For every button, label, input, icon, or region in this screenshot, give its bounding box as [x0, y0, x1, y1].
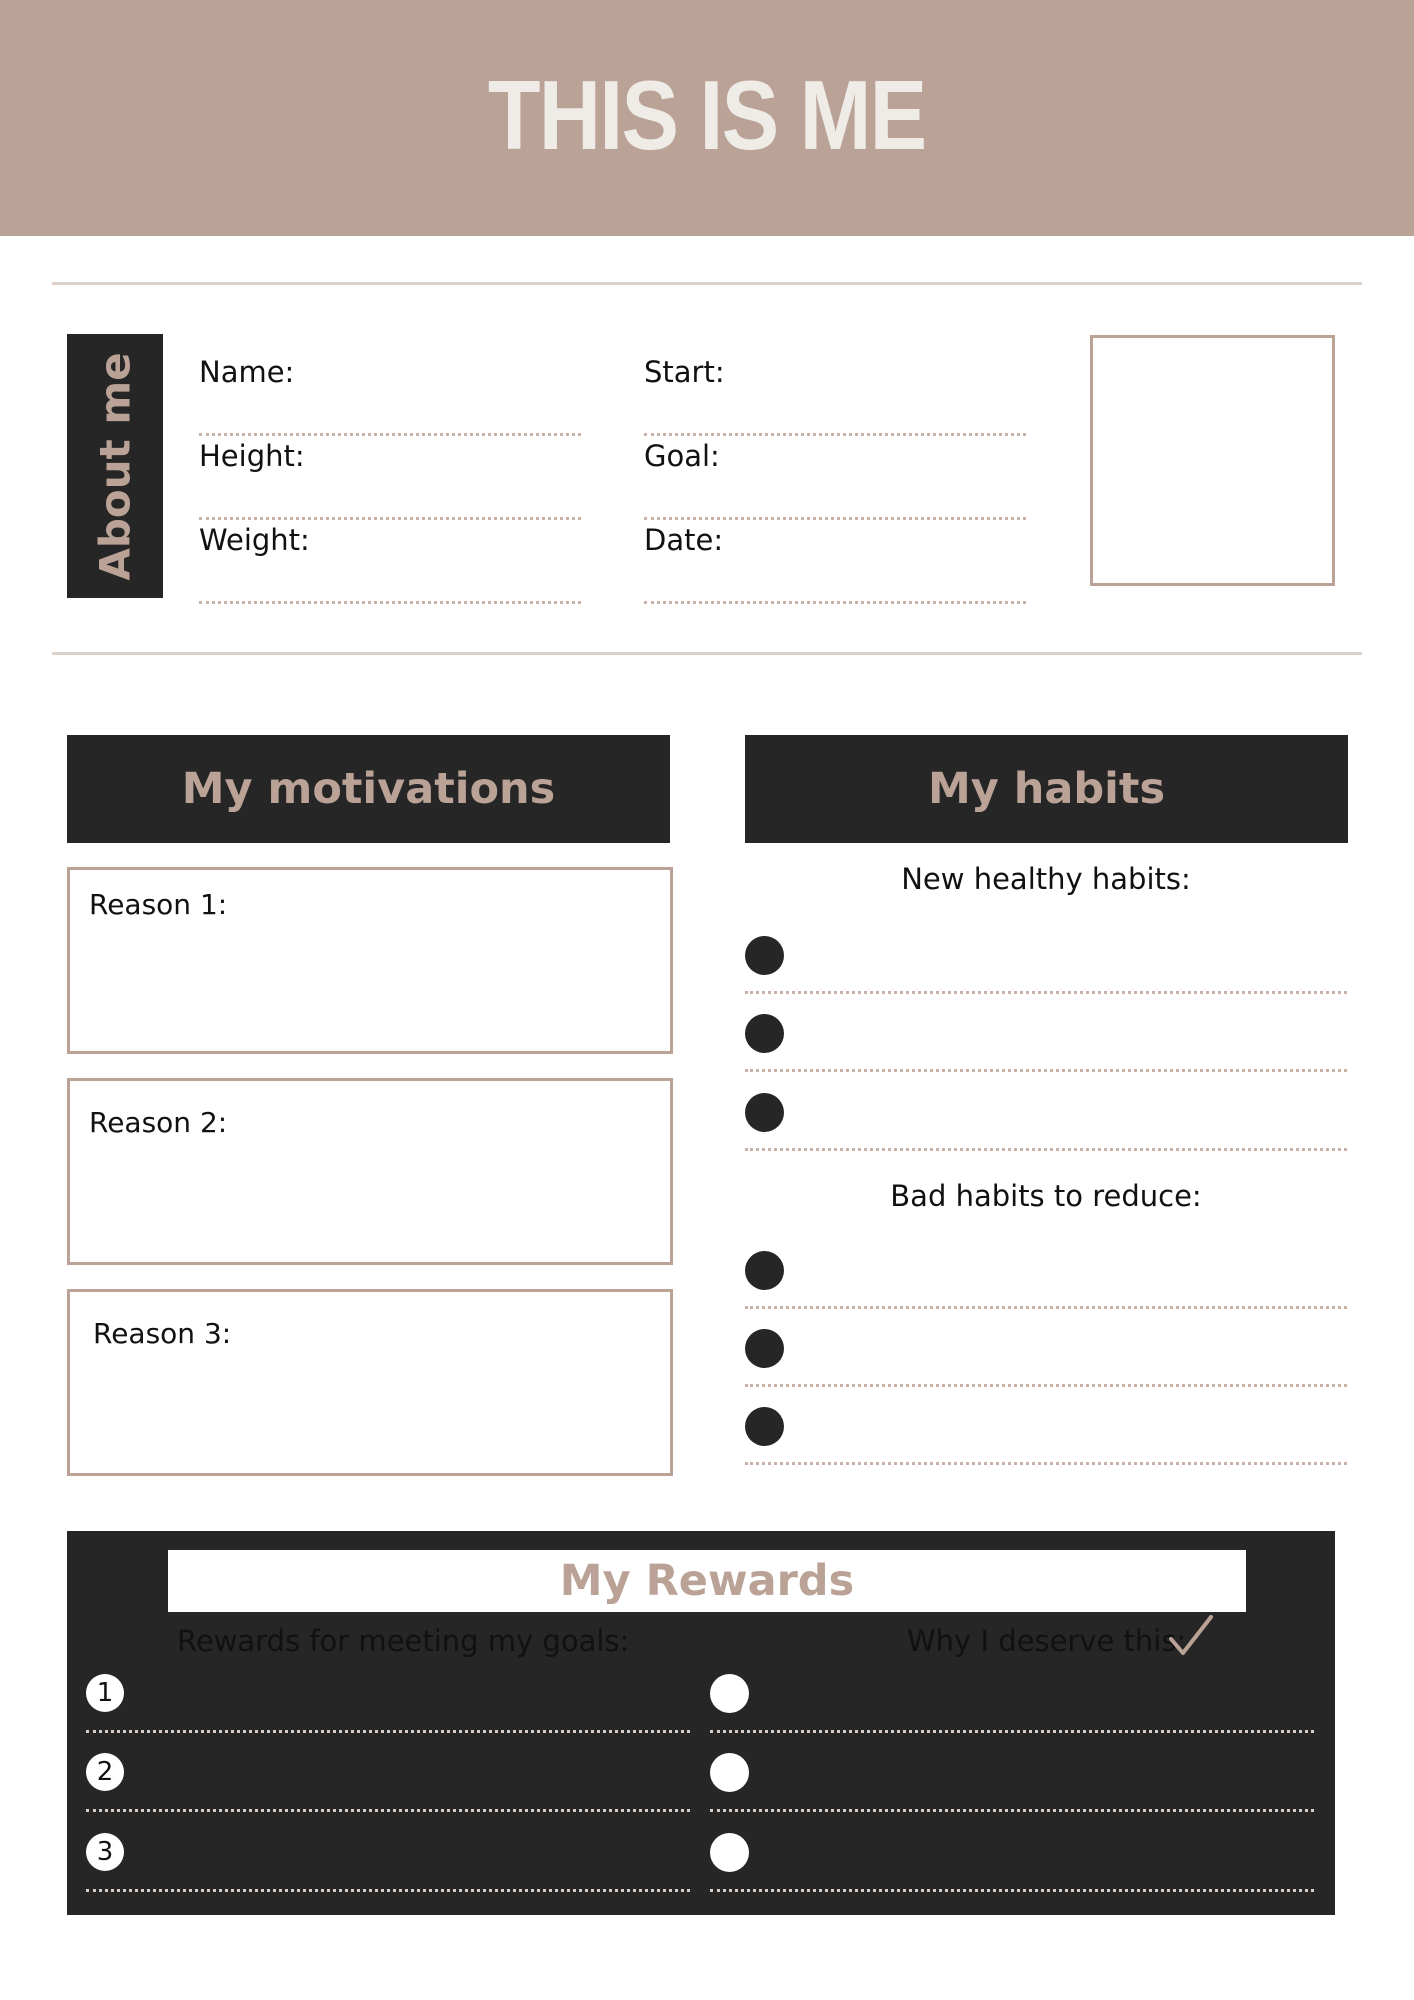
rewards-panel — [67, 1531, 1335, 1915]
bullet-icon — [710, 1753, 749, 1792]
habit-line — [745, 1384, 1347, 1387]
habit-line — [745, 1069, 1347, 1072]
date-line — [644, 601, 1026, 604]
bad-habits-heading: Bad habits to reduce: — [890, 1179, 1202, 1213]
reason-3-box[interactable] — [67, 1289, 673, 1476]
reason-2-box[interactable] — [67, 1078, 673, 1265]
new-habit-row[interactable] — [745, 936, 1347, 1014]
number-2-icon: 2 — [86, 1753, 124, 1791]
new-habit-row[interactable] — [745, 1093, 1347, 1171]
name-line — [199, 433, 581, 436]
reward-row-2[interactable] — [86, 1753, 690, 1831]
reward-line — [86, 1809, 690, 1812]
reason-1-box[interactable] — [67, 867, 673, 1054]
height-label: Height: — [199, 439, 305, 473]
date-label: Date: — [644, 523, 724, 557]
weight-line — [199, 601, 581, 604]
start-label: Start: — [644, 355, 725, 389]
height-field[interactable] — [199, 439, 581, 473]
rewards-left-heading: Rewards for meeting my goals: — [177, 1624, 630, 1658]
reward-row-3[interactable] — [86, 1833, 690, 1911]
photo-box[interactable] — [1090, 335, 1335, 586]
page-header — [0, 0, 1414, 236]
deserve-row-2[interactable] — [710, 1753, 1314, 1831]
weight-label: Weight: — [199, 523, 310, 557]
start-line — [644, 433, 1026, 436]
reward-line — [86, 1730, 690, 1733]
number-3-icon: 3 — [86, 1833, 124, 1871]
goal-label: Goal: — [644, 439, 720, 473]
motivations-title: My motivations — [181, 764, 556, 814]
reward-line — [86, 1889, 690, 1892]
habits-header — [745, 735, 1348, 843]
bullet-icon — [710, 1674, 749, 1713]
rewards-title-bar — [168, 1550, 1246, 1612]
start-field[interactable] — [644, 355, 1026, 389]
about-me-tab — [67, 334, 163, 598]
divider-top — [52, 282, 1362, 285]
habit-line — [745, 1148, 1347, 1151]
bullet-icon — [745, 1251, 784, 1290]
divider-middle — [52, 652, 1362, 655]
deserve-line — [710, 1730, 1314, 1733]
motivations-header — [67, 735, 670, 843]
habit-line — [745, 991, 1347, 994]
habits-title: My habits — [927, 764, 1166, 814]
checkmark-icon — [1167, 1613, 1215, 1659]
deserve-row-3[interactable] — [710, 1833, 1314, 1911]
bullet-icon — [745, 1014, 784, 1053]
bullet-icon — [745, 1407, 784, 1446]
bullet-icon — [745, 1329, 784, 1368]
page-title: THIS IS ME — [488, 59, 926, 170]
name-label: Name: — [199, 355, 295, 389]
deserve-line — [710, 1889, 1314, 1892]
reason-2-label: Reason 2: — [89, 1106, 228, 1139]
reason-1-label: Reason 1: — [89, 888, 228, 921]
number-1-icon: 1 — [86, 1674, 124, 1712]
habit-line — [745, 1462, 1347, 1465]
height-line — [199, 517, 581, 520]
rewards-title: My Rewards — [559, 1556, 855, 1606]
new-habit-row[interactable] — [745, 1014, 1347, 1092]
name-field[interactable] — [199, 355, 581, 389]
about-me-label: About me — [90, 351, 140, 581]
bad-habit-row[interactable] — [745, 1251, 1347, 1329]
reward-row-1[interactable] — [86, 1674, 690, 1752]
reason-3-label: Reason 3: — [93, 1317, 232, 1350]
new-habits-heading: New healthy habits: — [901, 862, 1191, 896]
goal-line — [644, 517, 1026, 520]
bad-habit-row[interactable] — [745, 1407, 1347, 1485]
habit-line — [745, 1306, 1347, 1309]
bullet-icon — [745, 1093, 784, 1132]
date-field[interactable] — [644, 523, 1026, 557]
bad-habit-row[interactable] — [745, 1329, 1347, 1407]
deserve-line — [710, 1809, 1314, 1812]
weight-field[interactable] — [199, 523, 581, 557]
goal-field[interactable] — [644, 439, 1026, 473]
bullet-icon — [710, 1833, 749, 1872]
rewards-right-heading: Why I deserve this: — [907, 1624, 1187, 1658]
deserve-row-1[interactable] — [710, 1674, 1314, 1752]
bullet-icon — [745, 936, 784, 975]
